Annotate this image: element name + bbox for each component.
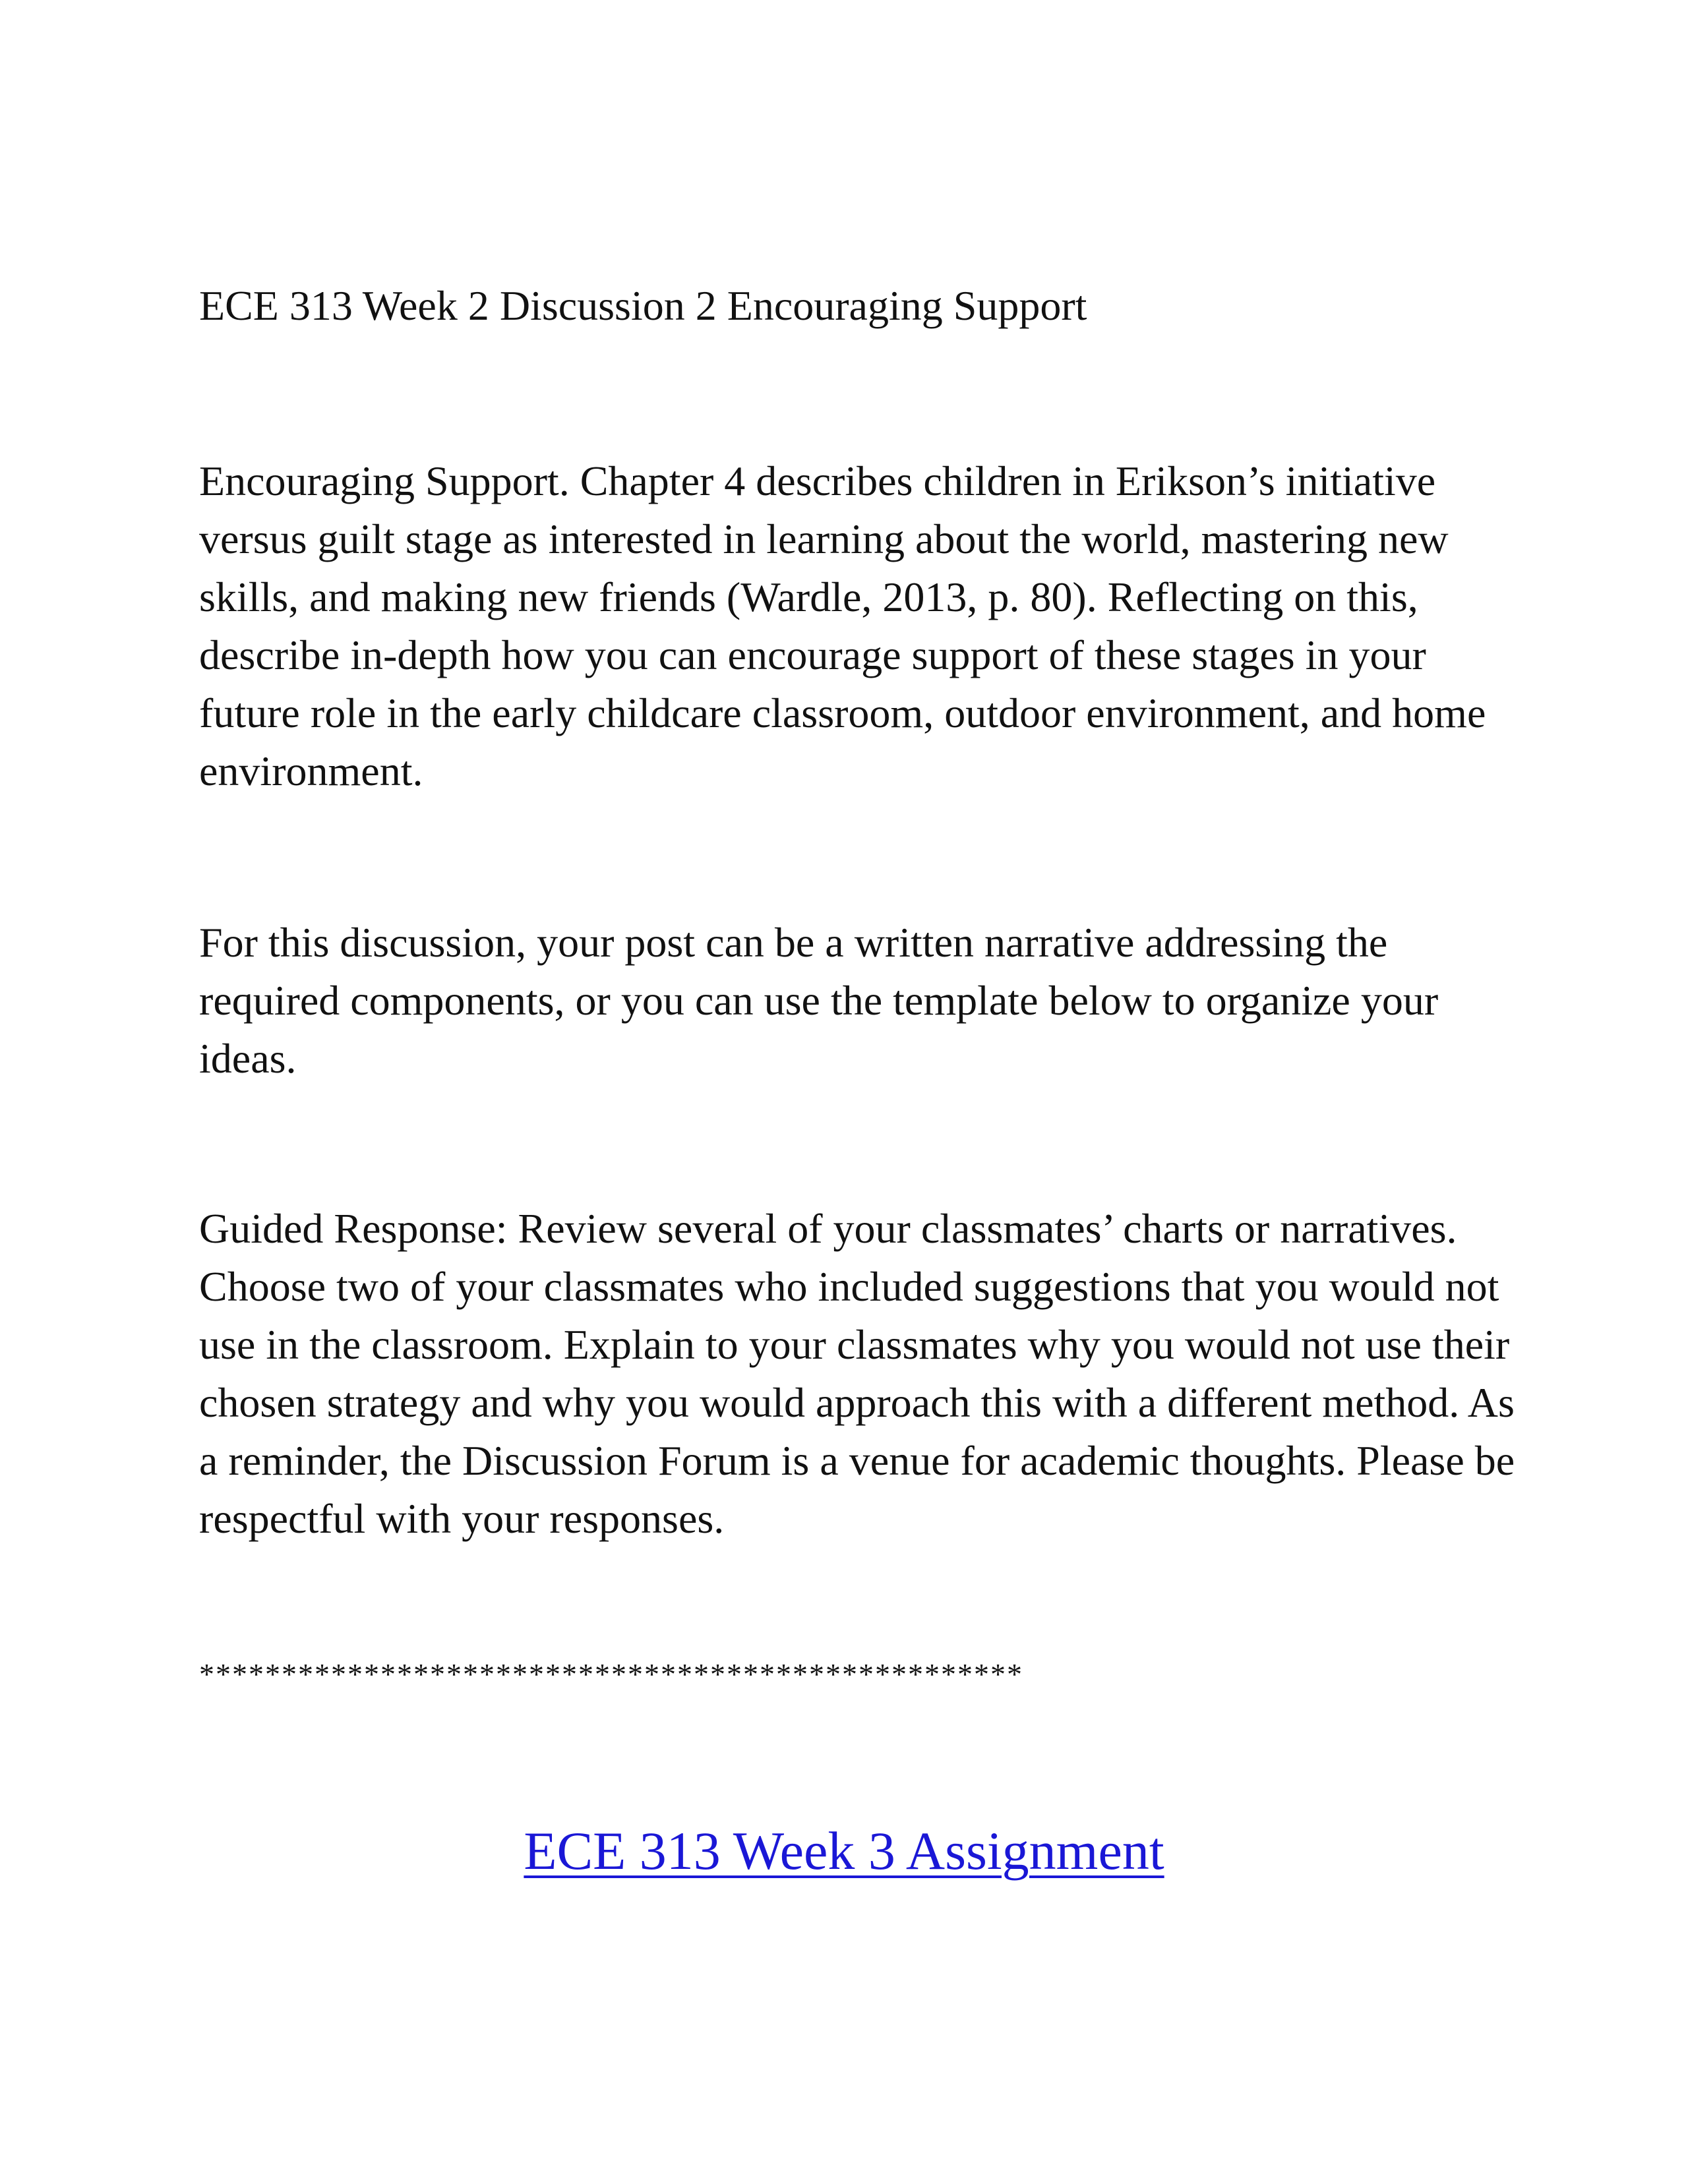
document-title: ECE 313 Week 2 Discussion 2 Encouraging Support xyxy=(199,282,1087,329)
prompt-paragraph: Encouraging Support. Chapter 4 describes children in Erikson’s initiative versus guilt stage as interested in learning about the world, mastering new skills, and making new friends (Wardle, 2013, p. 80). Reflecting on this, describe in-depth how you can encourage support of these stages in your future role in the early childcare classroom, outdoor environment, and home environment. xyxy=(199,457,1486,794)
next-link-container xyxy=(0,1818,1688,1884)
instructions-paragraph: For this discussion, your post can be a written narrative addressing the required components, or you can use the template below to organize your ideas. xyxy=(199,919,1439,1082)
week-3-assignment-link[interactable]: ECE 313 Week 3 Assignment xyxy=(524,1821,1164,1881)
asterisk-separator: ************************************************** xyxy=(199,1657,1023,1691)
guided-response-paragraph: Guided Response: Review several of your classmates’ charts or narratives. Choose two of your classmates who included suggestions that you would not use in the classroom. Explain to your classmates why you would not use their chosen strategy and why you would approach this with a different method. As a reminder, the Discussion Forum is a venue for academic thoughts. Please be respectful with your responses. xyxy=(199,1205,1515,1542)
